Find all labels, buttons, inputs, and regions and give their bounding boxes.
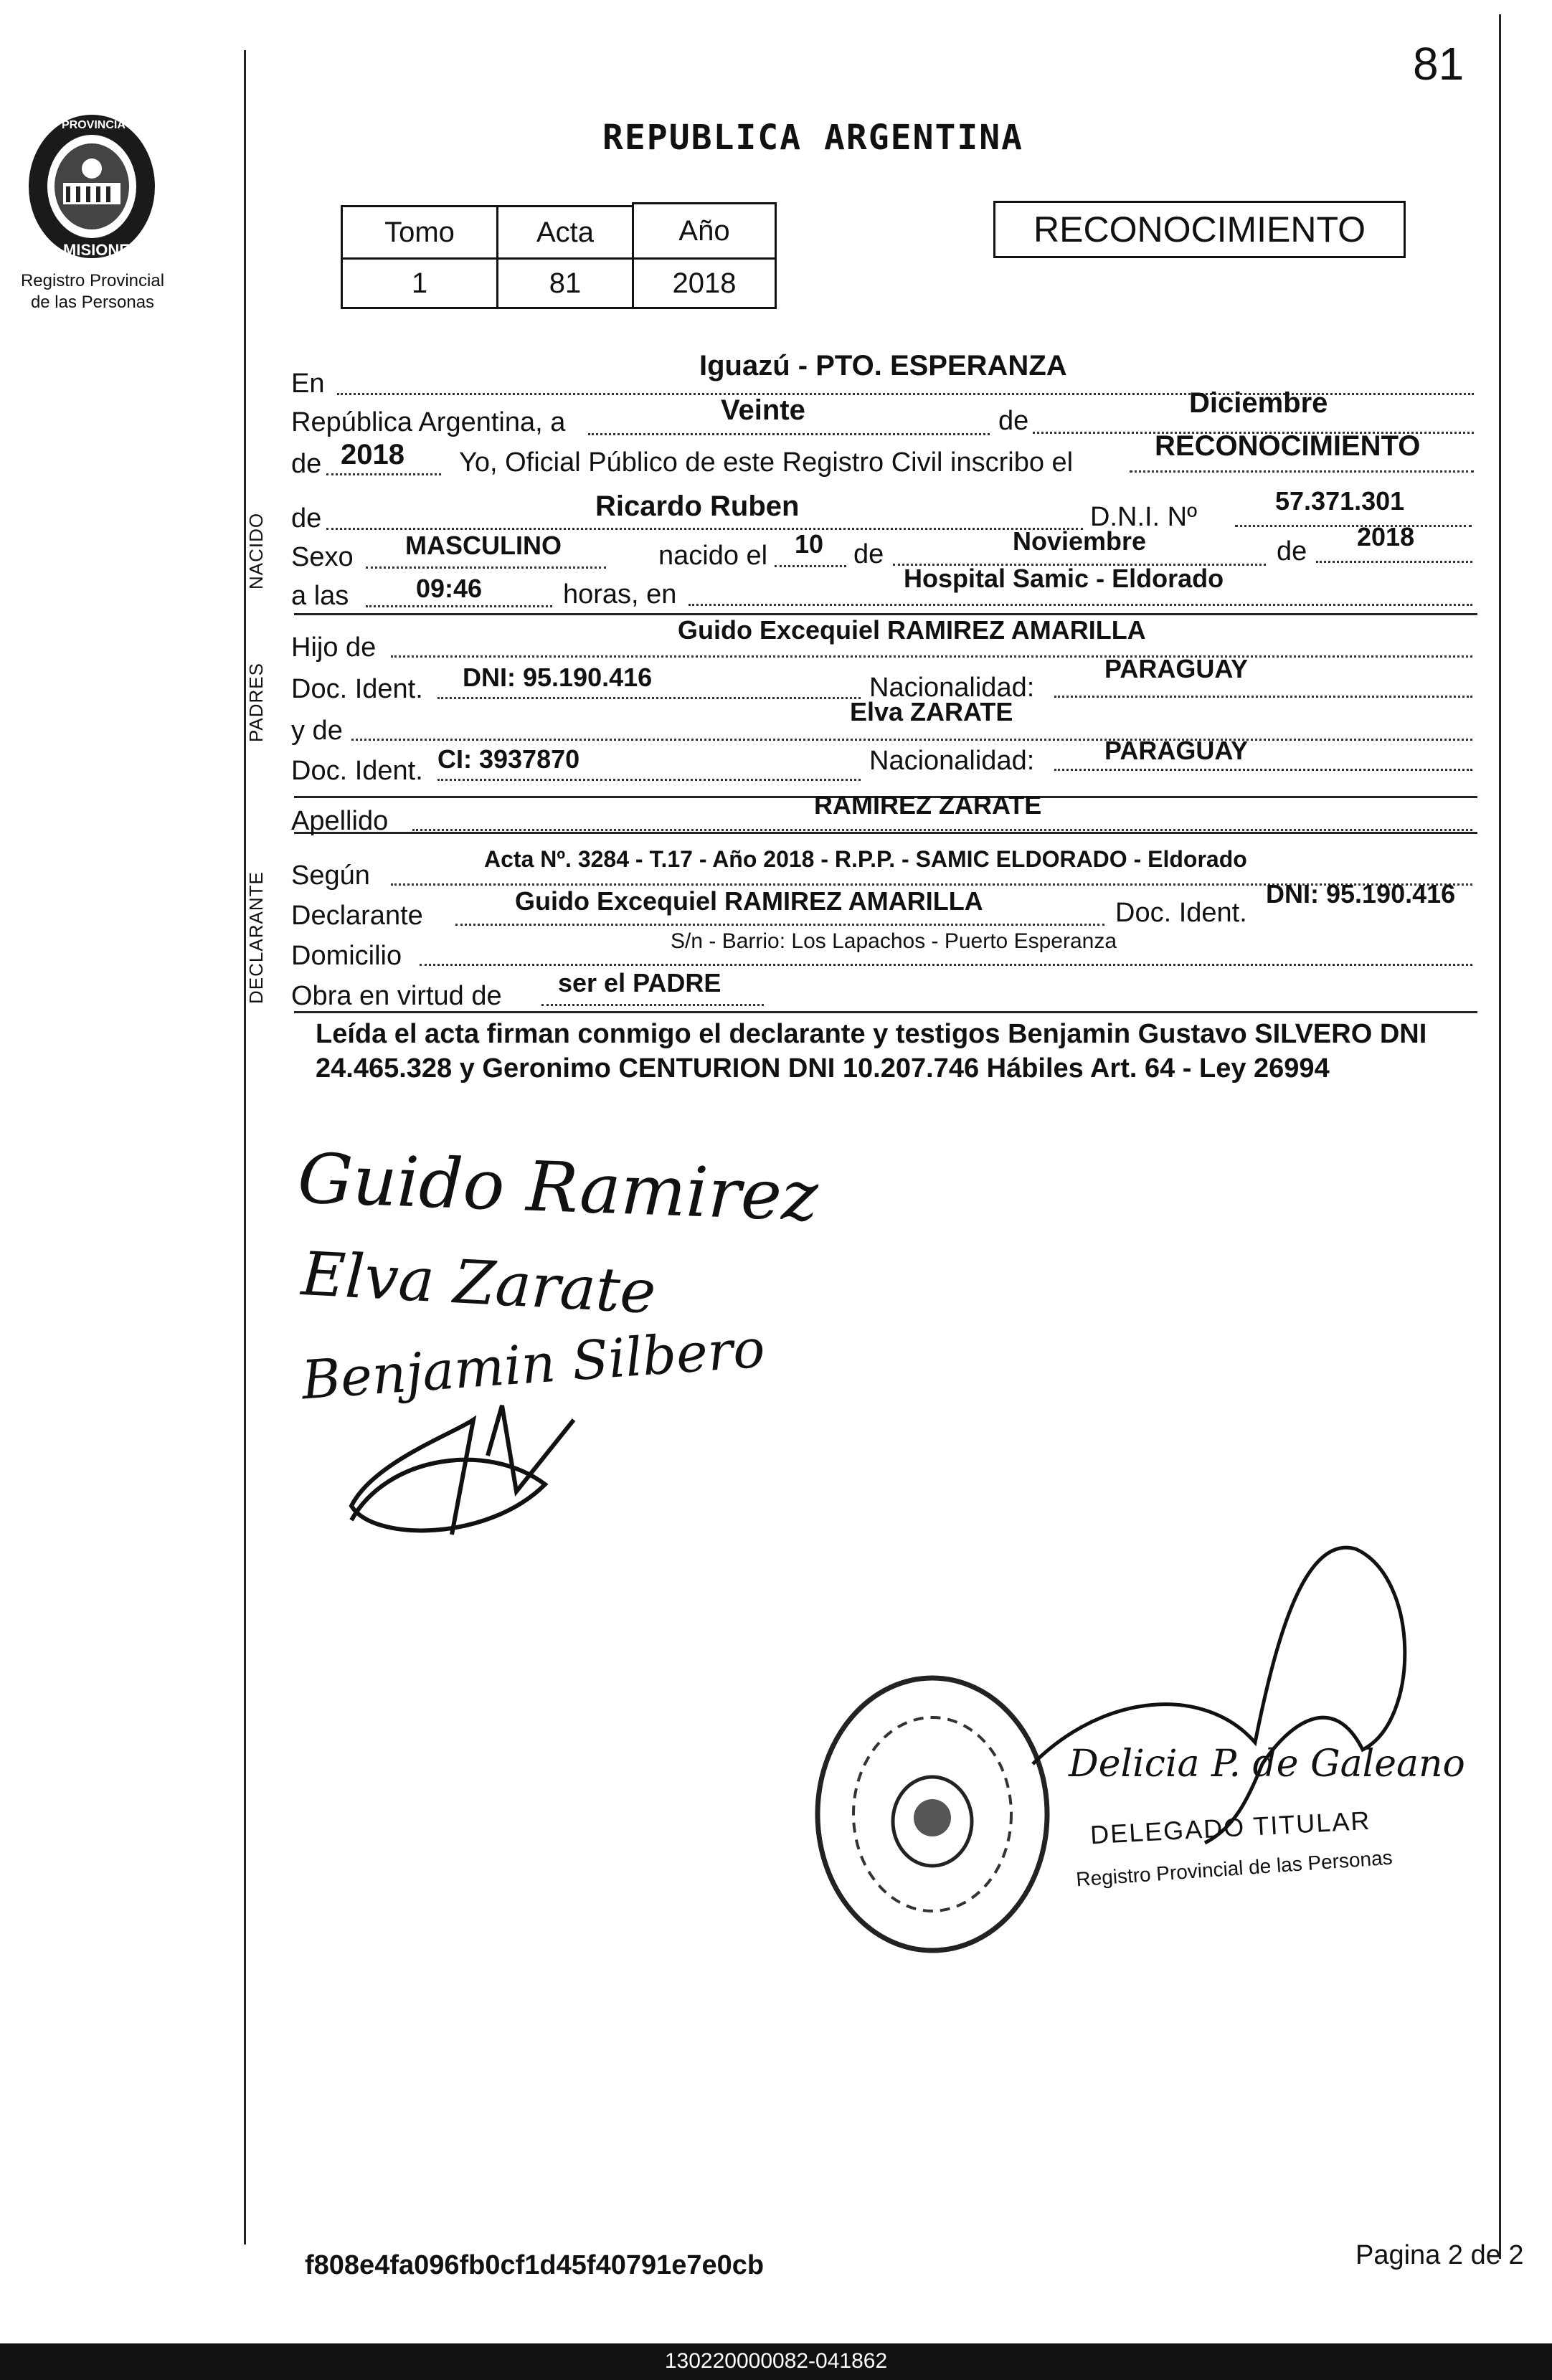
- dotted-line: [437, 779, 861, 781]
- label-de5: de: [1277, 536, 1307, 566]
- value-madre-nac: PARAGUAY: [1104, 736, 1249, 765]
- signature-guido: Guido Ramirez: [296, 1138, 820, 1237]
- right-margin-line: [1499, 14, 1501, 2259]
- document-hash: f808e4fa096fb0cf1d45f40791e7e0cb: [305, 2250, 765, 2280]
- value-domicilio: S/n - Barrio: Los Lapachos - Puerto Esperanza: [671, 929, 1117, 953]
- value-padre-doc: DNI: 95.190.416: [463, 663, 653, 692]
- value-segun: Acta Nº. 3284 - T.17 - Año 2018 - R.P.P. - SAMIC ELDORADO - Eldorado: [484, 846, 1247, 872]
- dotted-line: [420, 964, 1472, 966]
- label-obra: Obra en virtud de: [291, 981, 502, 1011]
- seal-text-bottom: MISIONES: [63, 241, 141, 259]
- value-anio: 2018: [341, 439, 404, 470]
- label-de2: de: [291, 449, 322, 479]
- value-sexo: MASCULINO: [405, 531, 562, 560]
- value-lugar: Iguazú - PTO. ESPERANZA: [699, 350, 1067, 381]
- label-doc-ident-madre: Doc. Ident.: [291, 756, 423, 786]
- barcode-text: 130220000082-041862: [664, 2349, 888, 2373]
- side-label-padres: PADRES: [245, 663, 267, 742]
- dotted-line: [366, 605, 552, 607]
- value-declarante: Guido Excequiel RAMIREZ AMARILLA: [515, 886, 983, 916]
- dotted-line: [541, 1004, 764, 1006]
- label-y-de: y de: [291, 716, 343, 746]
- dotted-line: [1054, 696, 1472, 698]
- official-role: DELEGADO TITULAR: [1089, 1805, 1372, 1850]
- official-signature-icon: [1018, 1506, 1434, 1850]
- label-republica: República Argentina, a: [291, 407, 566, 437]
- page-number: 81: [1413, 38, 1465, 90]
- label-de: de: [998, 406, 1029, 436]
- scribble-signature: [330, 1377, 602, 1552]
- value-padre: Guido Excequiel RAMIREZ AMARILLA: [678, 615, 1146, 645]
- label-a-las: a las: [291, 581, 349, 611]
- signature-benjamin: Benjamin Silbero: [299, 1317, 767, 1412]
- value-apellido: RAMIREZ ZARATE: [814, 790, 1042, 820]
- logo-caption-line2: de las Personas: [30, 293, 155, 312]
- value-declarante-doc: DNI: 95.190.416: [1266, 879, 1456, 909]
- value-dni: 57.371.301: [1275, 486, 1405, 516]
- signature-elva: Elva Zarate: [299, 1238, 658, 1327]
- dotted-line: [1054, 769, 1472, 771]
- dotted-line: [1235, 525, 1472, 527]
- signature-scribble-icon: [330, 1377, 602, 1549]
- official-org: Registro Provincial de las Personas: [1075, 1846, 1394, 1891]
- dotted-line: [412, 829, 1472, 831]
- table-header-acta: Acta: [496, 205, 634, 260]
- dotted-line: [1316, 561, 1472, 563]
- signature-loop: [1018, 1506, 1434, 1854]
- side-label-declarante: DECLARANTE: [245, 871, 267, 1004]
- label-nacionalidad-padre: Nacionalidad:: [869, 673, 1035, 703]
- dotted-line: [326, 528, 1083, 530]
- label-sexo: Sexo: [291, 542, 354, 572]
- dotted-line: [437, 697, 861, 699]
- seal-text-top: PROVINCIA DE: [62, 119, 144, 131]
- label-hijo-de: Hijo de: [291, 632, 377, 663]
- table-value-tomo: 1: [341, 257, 498, 309]
- page-indicator: Pagina 2 de 2: [1355, 2240, 1524, 2270]
- label-domicilio: Domicilio: [291, 941, 402, 971]
- province-logo: [20, 108, 164, 272]
- dotted-line: [455, 924, 1104, 926]
- value-acto: RECONOCIMIENTO: [1155, 430, 1421, 462]
- closing-text: Leída el acta firman conmigo el declarante y testigos Benjamin Gustavo SILVERO DNI 24.465.328 y Geronimo CENTURION DNI 10.207.746 Hábiles Art. 64 - Ley 26994: [316, 1019, 1427, 1084]
- value-mes: Diciembre: [1189, 387, 1328, 419]
- table-header-anio: Año: [632, 202, 777, 260]
- value-madre: Elva ZARATE: [850, 697, 1013, 726]
- value-anio-nac: 2018: [1357, 522, 1415, 551]
- label-de4: de: [853, 539, 884, 569]
- logo-caption-line1: Registro Provincial: [20, 271, 165, 290]
- dotted-line: [689, 604, 1472, 606]
- left-margin-line: [244, 50, 246, 2244]
- dotted-line: [1130, 470, 1474, 473]
- value-obra: ser el PADRE: [558, 968, 721, 997]
- official-name: Delicia P. de Galeano: [1069, 1743, 1465, 1786]
- table-value-acta: 81: [496, 257, 634, 309]
- label-nacionalidad-madre: Nacionalidad:: [869, 746, 1035, 776]
- value-dia-nac: 10: [795, 529, 824, 559]
- section-divider: [294, 832, 1477, 834]
- value-lugar-nac: Hospital Samic - Eldorado: [904, 564, 1224, 593]
- dotted-line: [588, 433, 990, 435]
- label-de3: de: [291, 503, 322, 534]
- label-horas-en: horas, en: [563, 579, 677, 610]
- label-doc-ident-padre: Doc. Ident.: [291, 674, 423, 704]
- label-apellido: Apellido: [291, 806, 389, 836]
- label-nacido-el: nacido el: [658, 541, 768, 571]
- value-dia: Veinte: [721, 394, 805, 426]
- value-nombre: Ricardo Ruben: [595, 490, 800, 522]
- label-declarante: Declarante: [291, 901, 423, 931]
- value-mes-nac: Noviembre: [1013, 526, 1147, 556]
- label-yo: Yo, Oficial Público de este Registro Civil inscribo el: [459, 447, 1074, 478]
- label-dni: D.N.I. Nº: [1090, 502, 1197, 532]
- dotted-line: [775, 565, 846, 567]
- label-doc-ident-declarante: Doc. Ident.: [1115, 898, 1247, 928]
- act-type-box: RECONOCIMIENTO: [993, 201, 1406, 258]
- value-padre-nac: PARAGUAY: [1104, 654, 1249, 683]
- dotted-line: [391, 655, 1472, 658]
- table-value-anio: 2018: [632, 257, 777, 309]
- page-title: REPUBLICA ARGENTINA: [602, 118, 1024, 158]
- dotted-line: [351, 739, 1472, 741]
- value-hora: 09:46: [416, 574, 483, 603]
- value-madre-doc: CI: 3937870: [437, 744, 580, 774]
- label-en: En: [291, 369, 325, 399]
- dotted-line: [366, 566, 606, 569]
- label-segun: Según: [291, 861, 370, 891]
- side-label-nacido: NACIDO: [245, 512, 267, 589]
- table-header-tomo: Tomo: [341, 205, 498, 260]
- dotted-line: [326, 473, 441, 475]
